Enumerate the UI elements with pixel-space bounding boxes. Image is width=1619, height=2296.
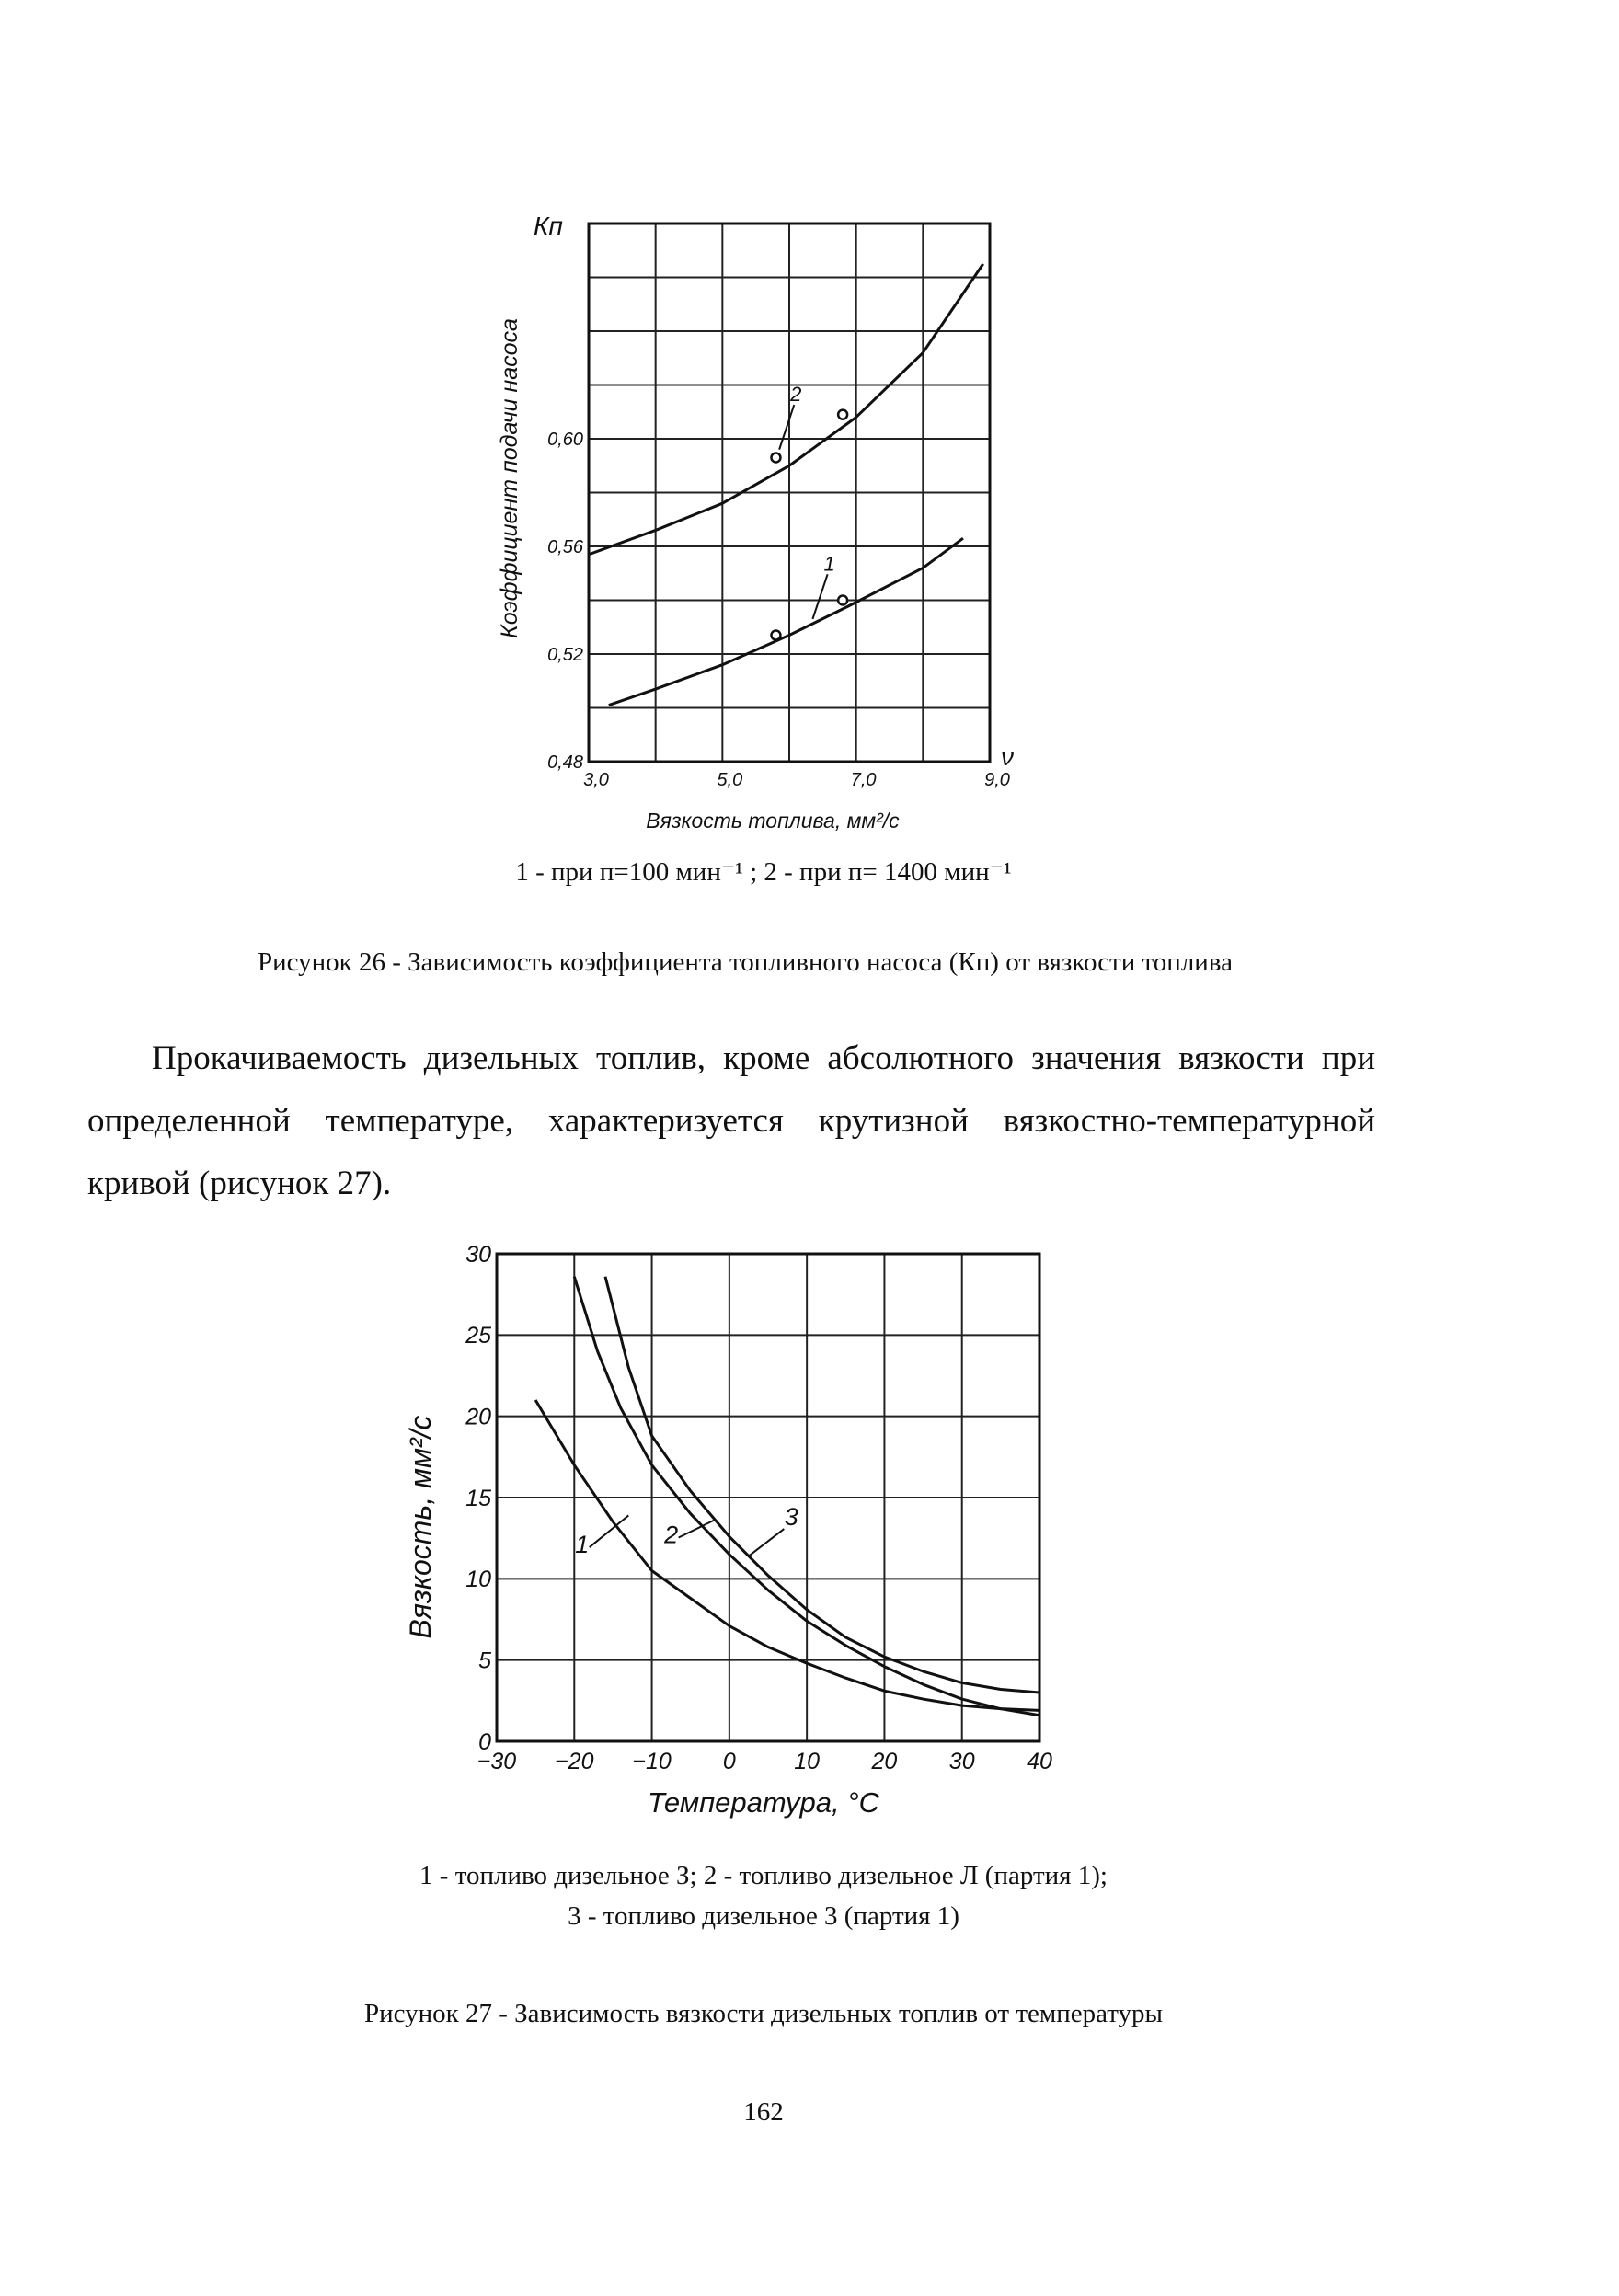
figure-27-grid — [497, 1254, 1039, 1741]
x-tick-label: 3,0 — [583, 770, 609, 790]
y-tick-label: 0 — [478, 1728, 491, 1755]
series-2-marker — [838, 410, 847, 419]
y-tick-label: 0,56 — [547, 537, 583, 557]
x-tick-label: 10 — [794, 1749, 821, 1774]
figure-26-ticks — [547, 430, 1010, 790]
figure-26-caption: Рисунок 26 - Зависимость коэффициента топливного насоса (Кп) от вязкости топлива — [258, 947, 1233, 977]
x-tick-label: 0 — [722, 1749, 736, 1774]
y-tick-label: 25 — [465, 1323, 491, 1349]
figure-27-ticks — [465, 1242, 1052, 1774]
series-3-leader — [749, 1529, 784, 1556]
figure-27-chart — [386, 1223, 1085, 1849]
y-tick-label: 0,48 — [547, 752, 583, 773]
x-tick-label: 9,0 — [984, 770, 1010, 790]
series-1-leader — [590, 1515, 629, 1547]
x-tick-label: 5,0 — [717, 770, 743, 790]
x-tick-label: 20 — [871, 1749, 898, 1774]
series-1-label: 1 — [575, 1531, 590, 1559]
figure-27-caption: Рисунок 27 - Зависимость вязкости дизельных топлив от температуры — [363, 1999, 1164, 2028]
x-tick-label: 30 — [948, 1749, 975, 1774]
y-tick-label: 0,60 — [547, 430, 583, 450]
page-number: 162 — [743, 2097, 784, 2127]
y-tick-label: 10 — [465, 1567, 491, 1593]
figure-26-legend: 1 - при п=100 мин⁻¹ ; 2 - при п= 1400 мин⁻¹ — [515, 857, 1012, 887]
figure-26-x-axis-label: Вязкость топлива, мм²/с — [646, 809, 900, 832]
series-3-label: 3 — [784, 1503, 798, 1532]
series-2-leader — [679, 1521, 714, 1538]
figure-27-legend-line-1: 1 - топливо дизельное З; 2 - топливо дизельное Л (партия 1); — [419, 1861, 1108, 1890]
paragraph-line-3: кривой (рисунок 27). — [87, 1165, 392, 1202]
series-1-leader — [812, 574, 827, 619]
x-tick-label: 40 — [1027, 1749, 1052, 1774]
y-tick-label: 15 — [465, 1485, 491, 1511]
x-tick-label: −30 — [477, 1749, 517, 1774]
figure-26-y-symbol: Кп — [534, 212, 563, 240]
figure-26-grid — [589, 224, 990, 762]
paragraph-line-2: определенной температуре, характеризуется крутизной вязкостно-температурной — [87, 1102, 1375, 1140]
y-tick-label: 30 — [465, 1241, 491, 1268]
series-1-label: 1 — [823, 552, 835, 576]
body-paragraph — [87, 1027, 1375, 1215]
y-tick-label: 5 — [478, 1647, 491, 1674]
series-2-label: 2 — [790, 383, 802, 407]
figure-27-legend-line-2: 3 - топливо дизельное 3 (партия 1) — [568, 1901, 959, 1931]
figure-26-y-axis-label: Коэффициент подачи насоса — [497, 318, 522, 638]
series-1-marker — [838, 596, 847, 605]
y-tick-label: 20 — [465, 1404, 491, 1430]
series-2-marker — [771, 453, 780, 462]
x-tick-label: 7,0 — [850, 770, 877, 790]
series-1-marker — [771, 631, 780, 640]
figure-26-chart — [460, 202, 1085, 865]
y-tick-label: 0,52 — [547, 645, 583, 665]
figure-27-series — [535, 1277, 1039, 1716]
figure-27-x-axis-label: Температура, °С — [648, 1786, 879, 1819]
series-2-leader — [779, 405, 794, 450]
series-line-2 — [589, 264, 983, 555]
x-tick-label: −20 — [555, 1749, 594, 1774]
figure-26-series — [589, 264, 983, 706]
series-2-label: 2 — [664, 1521, 679, 1549]
series-line-1 — [609, 538, 963, 705]
paragraph-line-1: Прокачиваемость дизельных топлив, кроме абсолютного значения вязкости при — [152, 1039, 1375, 1077]
figure-27-y-axis-label: Вязкость, мм²/с — [404, 1415, 437, 1639]
x-tick-label: −10 — [632, 1749, 672, 1774]
series-line-1 — [535, 1400, 1039, 1710]
figure-26-x-symbol: ν — [1001, 742, 1014, 771]
